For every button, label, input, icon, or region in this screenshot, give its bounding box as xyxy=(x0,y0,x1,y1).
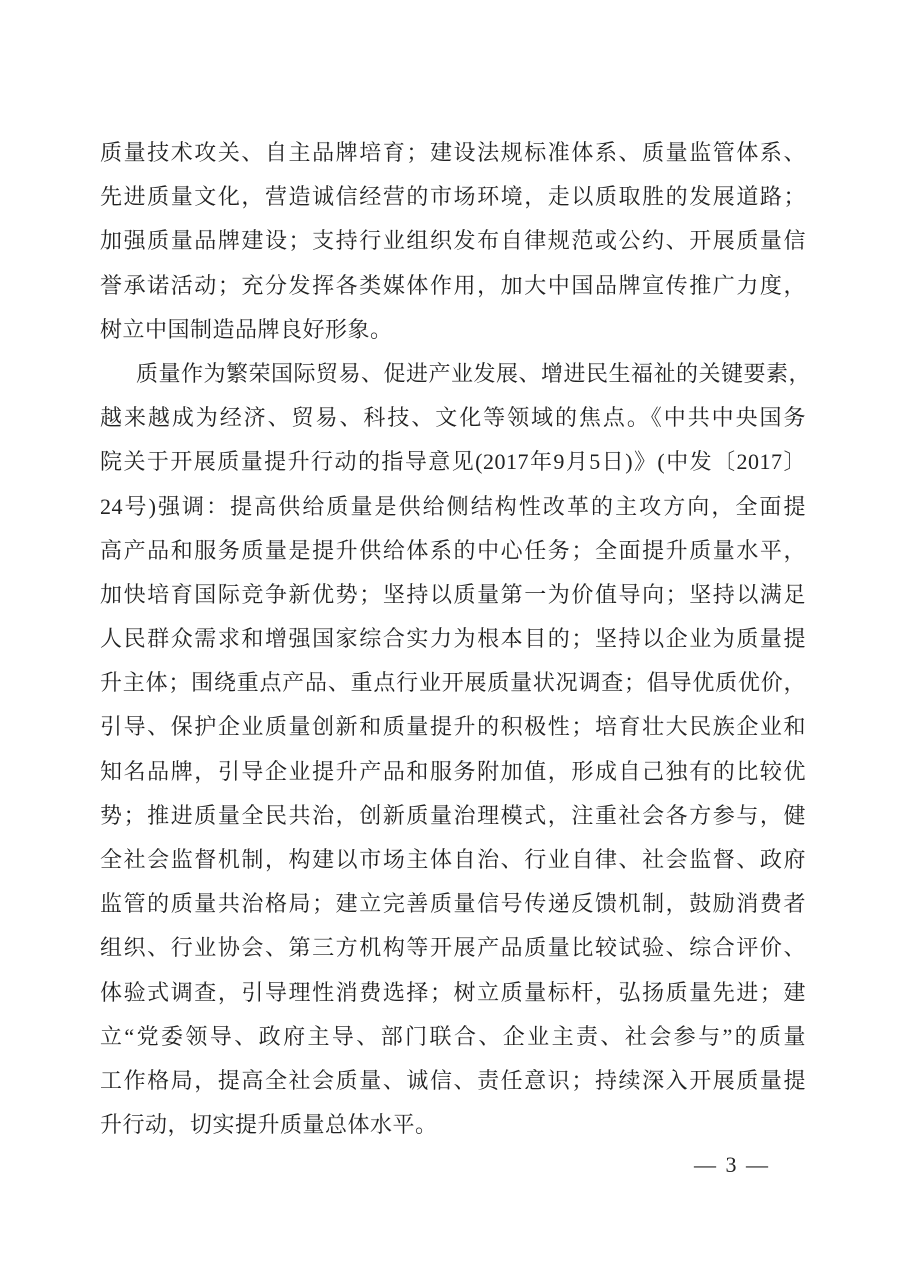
text-line: 势；推进质量全民共治，创新质量治理模式，注重社会各方参与，健 xyxy=(100,802,806,828)
text-line: 全社会监督机制，构建以市场主体自治、行业自律、社会监督、政府 xyxy=(100,847,806,872)
text-line: 先进质量文化，营造诚信经营的市场环境，走以质取胜的发展道路； xyxy=(100,184,806,210)
text-line: 升主体；围绕重点产品、重点行业开展质量状况调查；倡导优质优价， xyxy=(100,670,806,696)
text-line: 院关于开展质量提升行动的指导意见(2017年9月5日)》(中发〔2017〕 xyxy=(100,449,806,475)
text-line: 誉承诺活动；充分发挥各类媒体作用，加大中国品牌宣传推广力度， xyxy=(100,272,806,298)
text-line: 组织、行业协会、第三方机构等开展产品质量比较试验、综合评价、 xyxy=(100,935,806,961)
text-line: 高产品和服务质量是提升供给体系的中心任务；全面提升质量水平， xyxy=(100,537,806,563)
body-text xyxy=(100,131,812,1147)
text-line: 知名品牌，引导企业提升产品和服务附加值，形成自己独有的比较优 xyxy=(100,758,806,784)
page-number: — 3 — xyxy=(694,1152,770,1177)
text-line: 升行动，切实提升质量总体水平。 xyxy=(100,1112,438,1138)
text-line: 体验式调查，引导理性消费选择；树立质量标杆，弘扬质量先进；建 xyxy=(100,979,806,1005)
page-footer xyxy=(694,1152,770,1178)
text-line: 越来越成为经济、贸易、科技、文化等领域的焦点。《中共中央国务 xyxy=(100,405,806,431)
text-line: 加强质量品牌建设；支持行业组织发布自律规范或公约、开展质量信 xyxy=(100,228,806,254)
paragraph-2 xyxy=(100,352,812,1147)
text-line: 质量作为繁荣国际贸易、促进产业发展、增进民生福祉的关键要素， xyxy=(136,360,812,386)
text-line: 质量技术攻关、自主品牌培育；建设法规标准体系、质量监管体系、 xyxy=(100,140,806,165)
text-line: 监管的质量共治格局；建立完善质量信号传递反馈机制，鼓励消费者 xyxy=(100,891,806,917)
text-line: 引导、保护企业质量创新和质量提升的积极性；培育壮大民族企业和 xyxy=(100,714,806,740)
text-line: 立“党委领导、政府主导、部门联合、企业主责、社会参与”的质量 xyxy=(100,1023,806,1049)
text-line: 人民群众需求和增强国家综合实力为根本目的；坚持以企业为质量提 xyxy=(100,626,806,652)
paragraph-1 xyxy=(100,131,806,352)
text-line: 24号)强调：提高供给质量是供给侧结构性改革的主攻方向，全面提 xyxy=(100,493,806,519)
text-line: 加快培育国际竞争新优势；坚持以质量第一为价值导向；坚持以满足 xyxy=(100,581,806,607)
text-line: 工作格局，提高全社会质量、诚信、责任意识；持续深入开展质量提 xyxy=(100,1067,806,1093)
text-line: 树立中国制造品牌良好形象。 xyxy=(100,316,393,342)
